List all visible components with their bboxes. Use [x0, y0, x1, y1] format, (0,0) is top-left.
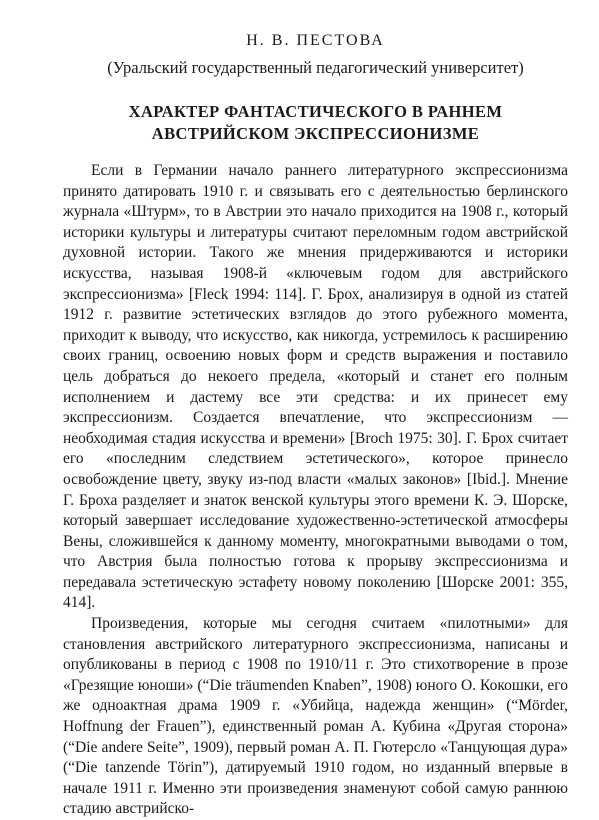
article-title-line-1: ХАРАКТЕР ФАНТАСТИЧЕСКОГО В РАННЕМ: [128, 102, 503, 121]
article-body: [63, 161, 568, 820]
article-title: [63, 101, 568, 145]
author-affiliation: (Уральский государственный педагогический университет): [107, 58, 524, 77]
body-paragraph-1: Если в Германии начало раннего литературного экспрессионизма принято датировать 1910 г. и связывать его с деятельностью берлинского журнала «Штурм», то в Австрии это начало приходится на 1908 г., который историки культуры и литературы считают переломным годом австрийской духовной истории. Такого же мнения придерживаются и историки искусства, называя 1908-й «ключевым годом для австрийского экспрессионизма» [Fleck 1994: 114]. Г. Брох, анализируя в одной из статей 1912 г. развитие эстетических взглядов до этого рубежного момента, приходит к выводу, что искусство, как никогда, устремилось к расширению своих границ, освоению новых форм и средств выражения и поставило цель добраться до некоего предела, «который и станет его полным исполнением и дастему все эти средства: и их принесет ему экспрессионизм. Создается впечатление, что экспрессионизм — необходимая стадия искусства и времени» [Broch 1975: 30]. Г. Брох считает его «последним следствием эстетического», которое принесло освобождение цвету, звуку из-под власти «малых законов» [Ibid.]. Мнение Г. Броха разделяет и знаток венской культуры этого времени К. Э. Шорске, который завершает исследование художественно-эстетической атмосферы Вены, сложившейся к данному моменту, многократными выводами о том, что Австрия была полностью готова к прорыву экспрессионизма и передавала эстетическую эстафету новому поколению [Шорске 2001: 355, 414].: [63, 162, 568, 612]
article-title-line-2: АВСТРИЙСКОМ ЭКСПРЕССИОНИЗМЕ: [151, 124, 480, 143]
document-page: [63, 30, 568, 820]
body-paragraph-2: Произведения, которые мы сегодня считаем «пилотными» для становления австрийского литературного экспрессионизма, написаны и опубликованы в период с 1908 по 1910/11 г. Это стихотворение в прозе «Грезящие юноши» (“Die träumenden Knaben”, 1908) юного О. Кокошки, его же одноактная драма 1909 г. «Убийца, надежда женщин» (“Mörder, Hoffnung der Frauen”), единственный роман А. Кубина «Другая сторона» (“Die andere Seite”, 1909), первый роман А. П. Гютерсло «Танцующая дура» (“Die tanzende Törin”), датируемый 1910 годом, но изданный впервые в начале 1911 г. Именно эти произведения знаменуют собой самую раннюю стадию австрийско-: [63, 615, 568, 818]
author-name: Н. В. ПЕСТОВА: [246, 32, 385, 49]
